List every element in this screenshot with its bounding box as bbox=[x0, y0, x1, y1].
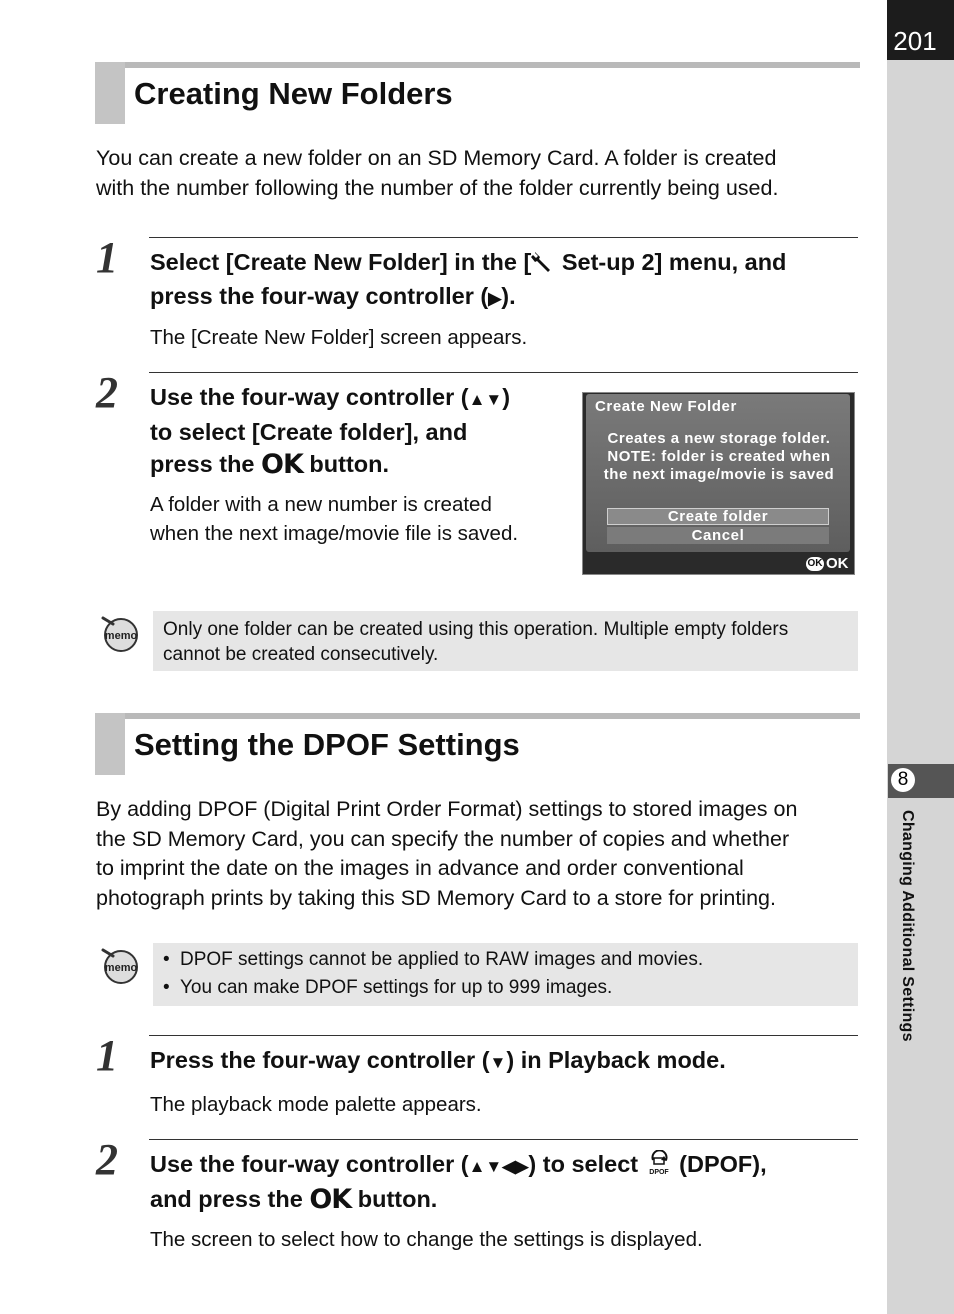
step-text: to select [Create folder], and bbox=[150, 419, 468, 445]
chapter-number: 8 bbox=[891, 768, 915, 792]
step-text: ) bbox=[502, 384, 511, 410]
memo-icon bbox=[99, 614, 141, 652]
step-title bbox=[150, 1044, 726, 1079]
step-title bbox=[150, 381, 510, 481]
intro-line: the SD Memory Card, you can specify the number of copies and whether bbox=[96, 826, 790, 851]
step-number: 2 bbox=[96, 1135, 118, 1184]
step-divider bbox=[149, 237, 858, 238]
step-text: Set-up 2] menu, and bbox=[555, 249, 787, 275]
step-description: The playback mode palette appears. bbox=[150, 1093, 482, 1116]
step-text: Use the four-way controller ( bbox=[150, 384, 469, 410]
memo-note bbox=[153, 943, 858, 1006]
step-text: ) to select bbox=[528, 1151, 645, 1177]
step-number: 1 bbox=[96, 1031, 118, 1080]
intro-line: By adding DPOF (Digital Print Order Format) settings to stored images on bbox=[96, 797, 798, 821]
section-rule bbox=[125, 62, 860, 68]
svg-text:memo: memo bbox=[104, 630, 138, 642]
chapter-title: Changing Additional Settings bbox=[899, 810, 916, 1042]
camera-screen-title: Create New Folder bbox=[595, 398, 737, 415]
section2-intro bbox=[96, 795, 866, 913]
right-arrow-icon: ▶ bbox=[488, 289, 502, 308]
step-text: (DPOF), bbox=[672, 1151, 767, 1177]
wrench-icon bbox=[531, 248, 555, 280]
section-rule bbox=[125, 713, 860, 719]
memo-list-item: • You can make DPOF settings for up to 999 images. bbox=[163, 974, 848, 1002]
memo-note bbox=[153, 611, 858, 671]
ok-icon: OK bbox=[807, 558, 823, 569]
section-marker bbox=[95, 713, 125, 775]
section-marker bbox=[95, 62, 125, 124]
ok-label: OK bbox=[826, 555, 849, 572]
intro-line: You can create a new folder on an SD Memory Card. A folder is created bbox=[96, 146, 777, 170]
desc-line: when the next image/movie file is saved. bbox=[150, 522, 519, 545]
message-line: NOTE: folder is created when bbox=[607, 448, 831, 465]
create-folder-option[interactable]: Create folder bbox=[607, 508, 829, 525]
ok-button-icon: OK bbox=[261, 449, 303, 480]
step-description bbox=[150, 490, 518, 548]
memo-line: Only one folder can be created using this operation. Multiple empty folders bbox=[163, 619, 789, 640]
message-line: the next image/movie is saved bbox=[603, 466, 835, 483]
intro-line: to imprint the date on the images in advance and order conventional bbox=[96, 856, 744, 880]
camera-screen-message bbox=[588, 430, 850, 484]
step-text: and press the bbox=[150, 1186, 310, 1212]
step-description: The screen to select how to change the settings is displayed. bbox=[150, 1228, 703, 1251]
down-arrow-icon: ▼ bbox=[489, 1053, 507, 1072]
step-number: 1 bbox=[96, 233, 118, 282]
step-text: press the four-way controller ( bbox=[150, 283, 489, 309]
step-number: 2 bbox=[96, 368, 118, 417]
memo-item-text: You can make DPOF settings for up to 999 images. bbox=[180, 977, 613, 998]
memo-item-text: DPOF settings cannot be applied to RAW images and movies. bbox=[180, 949, 704, 970]
up-down-arrow-icon: ▲▼ bbox=[468, 390, 503, 409]
message-line: Creates a new storage folder. bbox=[607, 430, 831, 447]
step-divider bbox=[149, 372, 858, 373]
memo-line: cannot be created consecutively. bbox=[163, 644, 439, 665]
cancel-option[interactable]: Cancel bbox=[607, 527, 829, 544]
step-divider bbox=[149, 1035, 858, 1036]
four-way-arrow-icon: ▲▼◀▶ bbox=[468, 1157, 529, 1176]
step-text: ). bbox=[501, 283, 516, 309]
dpof-icon bbox=[645, 1150, 673, 1176]
step-text: ) in Playback mode. bbox=[506, 1047, 726, 1073]
step-title bbox=[150, 246, 786, 315]
step-text: press the bbox=[150, 451, 262, 477]
section1-intro bbox=[96, 144, 866, 203]
svg-text:memo: memo bbox=[104, 962, 138, 974]
intro-line: with the number following the number of the folder currently being used. bbox=[96, 175, 779, 200]
chapter-side-tab bbox=[887, 0, 954, 1314]
step-description: The [Create New Folder] screen appears. bbox=[150, 326, 528, 349]
section-title-creating-folders: Creating New Folders bbox=[134, 76, 453, 111]
step-text: Press the four-way controller ( bbox=[150, 1047, 490, 1073]
step-text: button. bbox=[351, 1186, 438, 1212]
intro-line: photograph prints by taking this SD Memory Card to a store for printing. bbox=[96, 885, 776, 910]
ok-button-icon: OK bbox=[309, 1184, 352, 1215]
step-text: Select [Create New Folder] in the [ bbox=[150, 249, 532, 275]
step-title bbox=[150, 1148, 767, 1216]
page-number: 201 bbox=[893, 26, 937, 56]
memo-list-item: • DPOF settings cannot be applied to RAW images and movies. bbox=[163, 946, 848, 974]
step-text: button. bbox=[302, 451, 390, 477]
svg-text:DPOF: DPOF bbox=[648, 1169, 669, 1176]
step-divider bbox=[149, 1139, 858, 1140]
memo-icon bbox=[99, 946, 141, 984]
step-text: Use the four-way controller ( bbox=[150, 1151, 469, 1177]
section-title-dpof: Setting the DPOF Settings bbox=[134, 727, 520, 762]
desc-line: A folder with a new number is created bbox=[150, 493, 492, 516]
